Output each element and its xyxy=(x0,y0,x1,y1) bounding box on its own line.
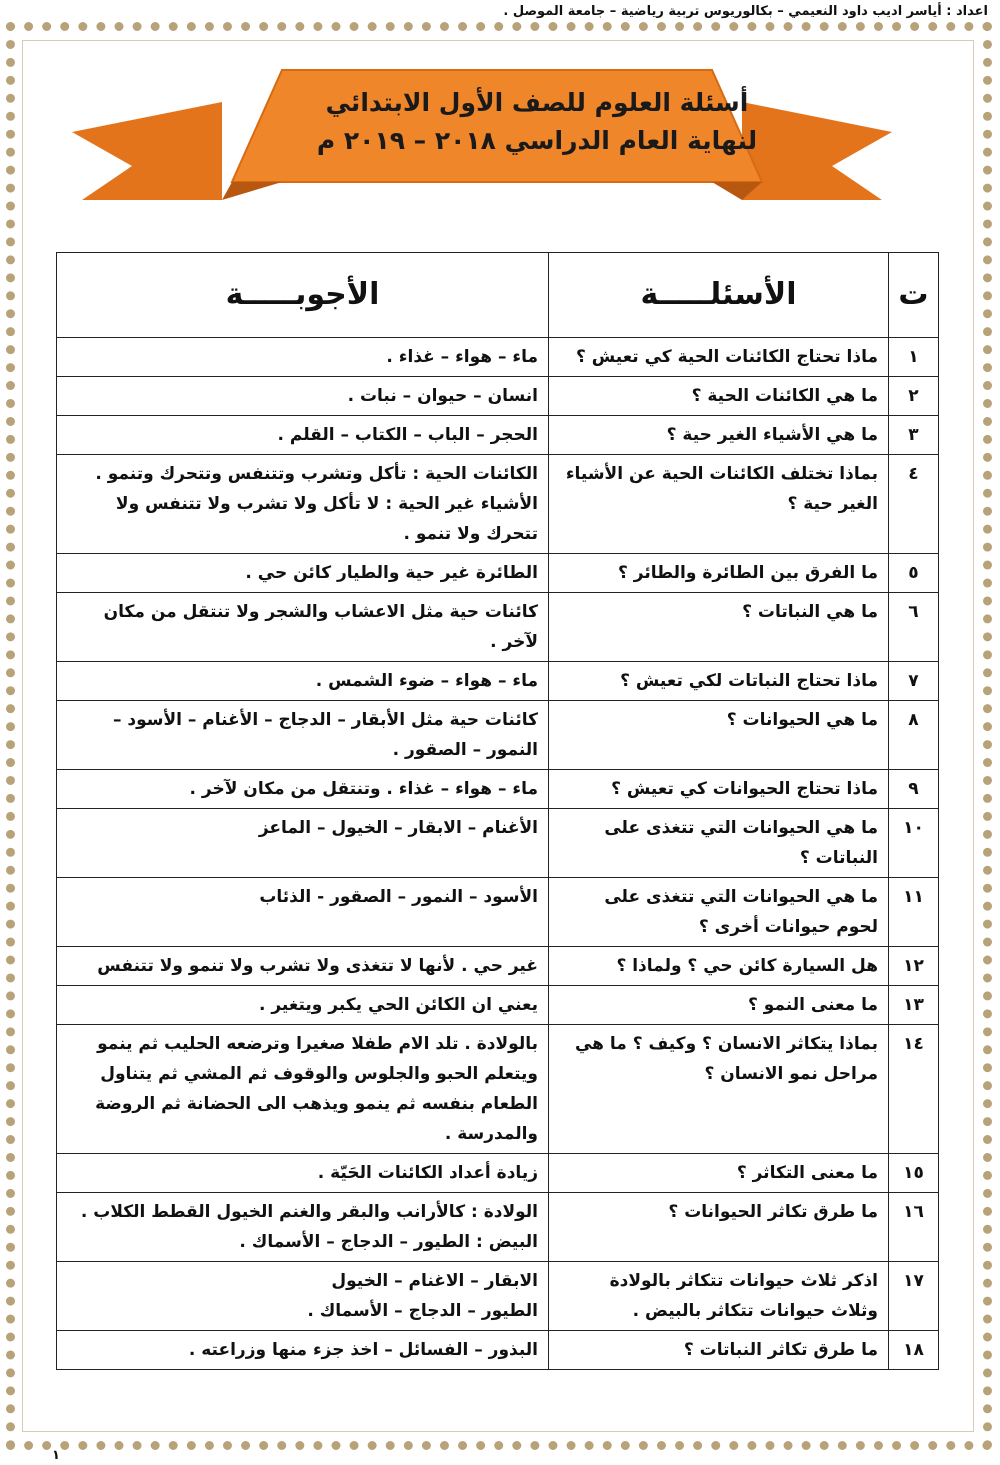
table-row xyxy=(57,947,939,986)
table-row xyxy=(57,1154,939,1193)
answer-cell xyxy=(57,986,549,1025)
banner-subtitle: لنهاية العام الدراسي ٢٠١٨ – ٢٠١٩ م xyxy=(316,126,758,155)
answer-cell xyxy=(57,878,549,947)
table-row xyxy=(57,377,939,416)
answer-cell xyxy=(57,1331,549,1370)
row-number: ٨ xyxy=(889,701,939,770)
row-number: ١٣ xyxy=(889,986,939,1025)
header-num: ت xyxy=(889,253,939,338)
answer-cell xyxy=(57,1193,549,1262)
question-cell: اذكر ثلاث حيوانات تتكاثر بالولادة وثلاث حيوانات تتكاثر بالبيض . xyxy=(549,1262,889,1331)
answer-cell xyxy=(57,455,549,554)
row-number: ١٢ xyxy=(889,947,939,986)
row-number: ١٥ xyxy=(889,1154,939,1193)
answer-line: بالولادة . تلد الام طفلا صغيرا وترضعه الحليب ثم ينمو ويتعلم الحبو والجلوس والوقوف ثم المشي ثم يتناول الطعام بنفسه ثم ينمو ويذهب الى الحضانة ثم الروضة والمدرسة . xyxy=(95,1034,538,1144)
answer-line: الأسود – النمور – الصقور - الذئاب xyxy=(259,887,538,907)
question-cell: هل السيارة كائن حي ؟ ولماذا ؟ xyxy=(549,947,889,986)
row-number: ١ xyxy=(889,338,939,377)
table-row xyxy=(57,1331,939,1370)
answer-line: ماء – هواء – ضوء الشمس . xyxy=(315,671,538,691)
table-row xyxy=(57,455,939,554)
answer-line: كائنات حية مثل الاعشاب والشجر ولا تنتقل من مكان لآخر . xyxy=(103,602,538,652)
question-cell: ما هي الكائنات الحية ؟ xyxy=(549,377,889,416)
row-number: ٤ xyxy=(889,455,939,554)
row-number: ١٧ xyxy=(889,1262,939,1331)
row-number: ١١ xyxy=(889,878,939,947)
table-row xyxy=(57,593,939,662)
banner-fold-left xyxy=(222,182,282,200)
answer-cell xyxy=(57,554,549,593)
answer-line: الابقار – الاغنام – الخيول xyxy=(331,1271,538,1291)
answer-cell xyxy=(57,1025,549,1154)
answer-line: يعني ان الكائن الحي يكبر ويتغير . xyxy=(258,995,538,1015)
row-number: ٥ xyxy=(889,554,939,593)
answer-cell xyxy=(57,662,549,701)
table-row xyxy=(57,809,939,878)
answer-line: الحجر – الباب – الكتاب – القلم . xyxy=(277,425,538,445)
question-cell: ماذا تحتاج الكائنات الحية كي تعيش ؟ xyxy=(549,338,889,377)
author-line: اعداد : أياسر اديب داود النعيمي – بكالوريوس تربية رياضية – جامعة الموصل . xyxy=(503,4,988,19)
question-cell: ما طرق تكاثر الحيوانات ؟ xyxy=(549,1193,889,1262)
question-cell: ما الفرق بين الطائرة والطائر ؟ xyxy=(549,554,889,593)
answer-line: الكائنات الحية : تأكل وتشرب وتتنفس وتتحرك وتنمو . xyxy=(95,464,538,484)
row-number: ٧ xyxy=(889,662,939,701)
answer-line: ماء – هواء – غذاء . xyxy=(386,347,538,367)
answer-cell xyxy=(57,947,549,986)
table-row xyxy=(57,554,939,593)
question-cell: ما طرق تكاثر النباتات ؟ xyxy=(549,1331,889,1370)
banner-left-tail xyxy=(72,102,222,200)
answer-cell xyxy=(57,809,549,878)
question-cell: ما هي الحيوانات ؟ xyxy=(549,701,889,770)
table-row xyxy=(57,338,939,377)
answer-line: البذور – الفسائل – اخذ جزء منها وزراعته . xyxy=(188,1340,538,1360)
answer-line: زيادة أعداد الكائنات الحَيّة . xyxy=(317,1163,538,1183)
question-cell: ما معنى النمو ؟ xyxy=(549,986,889,1025)
question-cell: بماذا تختلف الكائنات الحية عن الأشياء الغير حية ؟ xyxy=(549,455,889,554)
answer-line: البيض : الطيور – الدجاج – الأسماك . xyxy=(239,1232,538,1252)
row-number: ٢ xyxy=(889,377,939,416)
question-cell: ما معنى التكاثر ؟ xyxy=(549,1154,889,1193)
answer-cell xyxy=(57,338,549,377)
answer-cell xyxy=(57,1262,549,1331)
answer-line: الطائرة غير حية والطيار كائن حي . xyxy=(245,563,538,583)
answer-line: الأشياء غير الحية : لا تأكل ولا تشرب ولا تتنفس ولا تتحرك ولا تنمو . xyxy=(115,494,538,544)
answer-cell xyxy=(57,377,549,416)
answer-line: الأغنام – الابقار – الخيول – الماعز xyxy=(258,818,538,838)
table-row xyxy=(57,1262,939,1331)
question-cell: ماذا تحتاج الحيوانات كي تعيش ؟ xyxy=(549,770,889,809)
header-answers: الأجوبـــــة xyxy=(57,253,549,338)
table-row xyxy=(57,416,939,455)
questions-answers-table xyxy=(56,252,939,1370)
answer-line: الطيور – الدجاج – الأسماك . xyxy=(307,1301,538,1321)
question-cell: ما هي الحيوانات التي تتغذى على لحوم حيوانات أخرى ؟ xyxy=(549,878,889,947)
row-number: ٣ xyxy=(889,416,939,455)
banner-title: أسئلة العلوم للصف الأول الابتدائي xyxy=(325,88,749,117)
table-row xyxy=(57,770,939,809)
answer-line: الولادة : كالأرانب والبقر والغنم الخيول القطط الكلاب . xyxy=(80,1202,538,1222)
row-number: ٦ xyxy=(889,593,939,662)
answer-line: ماء – هواء – غذاء . وتنتقل من مكان لآخر . xyxy=(189,779,538,799)
table-header-row xyxy=(57,253,939,338)
answer-cell xyxy=(57,701,549,770)
question-cell: بماذا يتكاثر الانسان ؟ وكيف ؟ ما هي مراحل نمو الانسان ؟ xyxy=(549,1025,889,1154)
table-row xyxy=(57,662,939,701)
answer-cell xyxy=(57,770,549,809)
answer-line: غير حي . لأنها لا تتغذى ولا تشرب ولا تنمو ولا تتنفس xyxy=(97,956,538,976)
table-row xyxy=(57,1193,939,1262)
answer-line: انسان – حيوان – نبات . xyxy=(347,386,538,406)
question-cell: ما هي الحيوانات التي تتغذى على النباتات ؟ xyxy=(549,809,889,878)
banner-text xyxy=(302,84,772,160)
answer-cell xyxy=(57,416,549,455)
question-cell: ما هي الأشياء الغير حية ؟ xyxy=(549,416,889,455)
table-row xyxy=(57,701,939,770)
row-number: ٩ xyxy=(889,770,939,809)
answer-cell xyxy=(57,1154,549,1193)
row-number: ١٠ xyxy=(889,809,939,878)
table-body xyxy=(57,338,939,1370)
row-number: ١٤ xyxy=(889,1025,939,1154)
title-banner xyxy=(72,62,892,212)
row-number: ١٨ xyxy=(889,1331,939,1370)
header-questions: الأسئلـــــة xyxy=(549,253,889,338)
page-number: ١ xyxy=(52,1448,60,1463)
row-number: ١٦ xyxy=(889,1193,939,1262)
table-row xyxy=(57,986,939,1025)
answer-cell xyxy=(57,593,549,662)
question-cell: ما هي النباتات ؟ xyxy=(549,593,889,662)
question-cell: ماذا تحتاج النباتات لكي تعيش ؟ xyxy=(549,662,889,701)
answer-line: كائنات حية مثل الأبقار – الدجاج – الأغنام – الأسود – النمور – الصقور . xyxy=(112,710,538,760)
table-row xyxy=(57,1025,939,1154)
table-row xyxy=(57,878,939,947)
